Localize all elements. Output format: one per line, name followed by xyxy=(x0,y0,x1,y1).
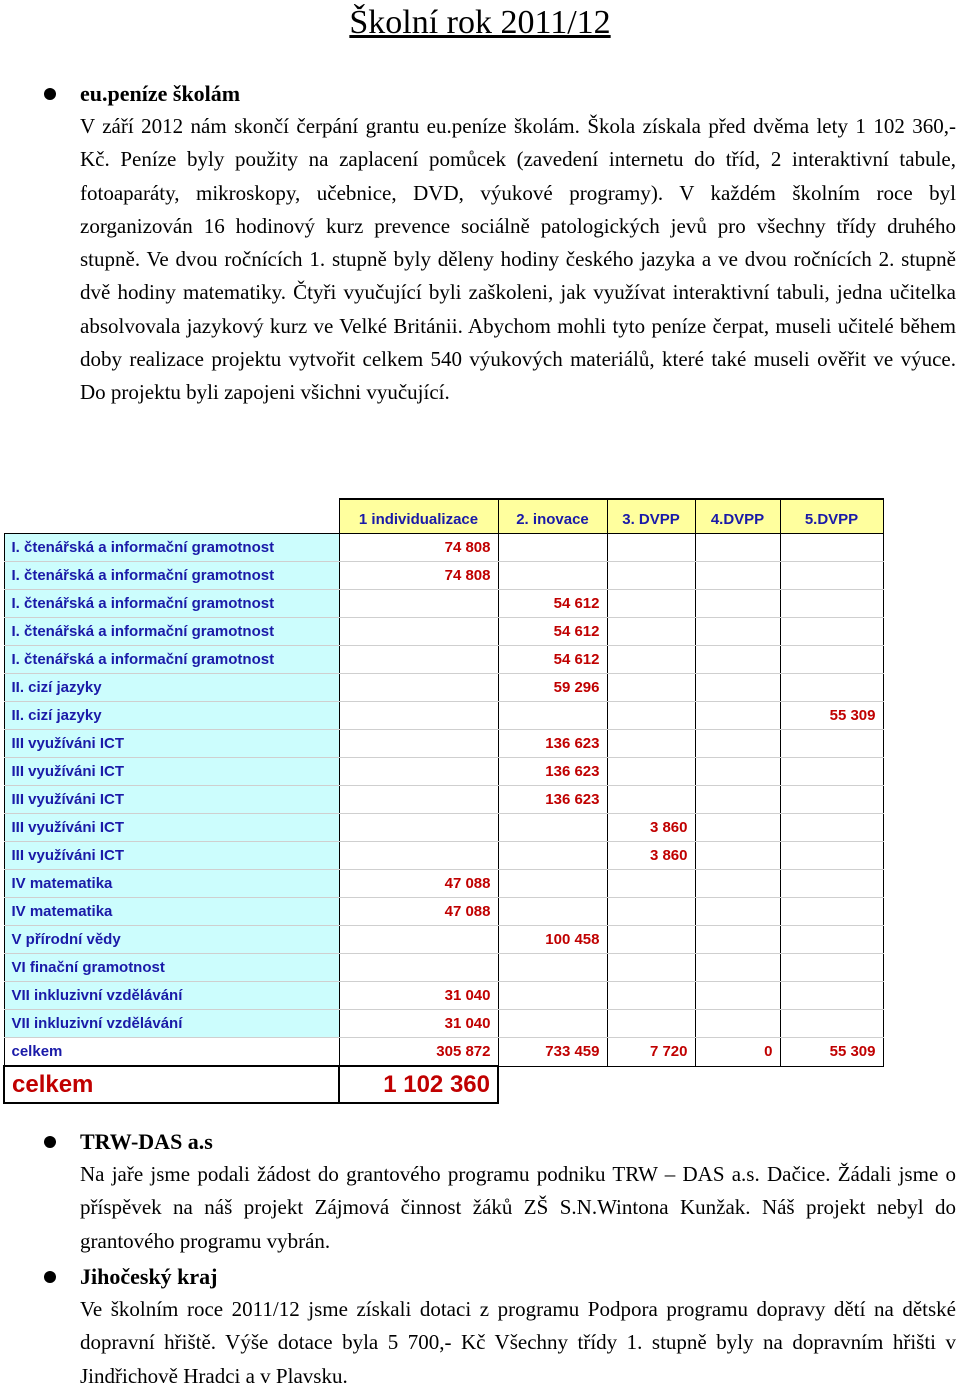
value-cell xyxy=(339,814,498,842)
value-cell xyxy=(607,1010,695,1038)
row-label: I. čtenářská a informační gramotnost xyxy=(4,618,339,646)
value-cell: 136 623 xyxy=(498,786,607,814)
value-cell xyxy=(607,646,695,674)
value-cell xyxy=(780,674,883,702)
value-cell: 100 458 xyxy=(498,926,607,954)
value-cell xyxy=(780,842,883,870)
grant-table xyxy=(3,498,884,1104)
value-cell xyxy=(607,954,695,982)
total-row xyxy=(4,1038,883,1067)
column-header: 5.DVPP xyxy=(780,499,883,534)
column-header: 4.DVPP xyxy=(695,499,780,534)
bullet-icon xyxy=(44,88,56,100)
value-cell xyxy=(339,590,498,618)
value-cell xyxy=(339,702,498,730)
value-cell xyxy=(695,758,780,786)
row-label: III využíváni ICT xyxy=(4,842,339,870)
value-cell xyxy=(695,562,780,590)
total-cell: 733 459 xyxy=(498,1038,607,1067)
value-cell xyxy=(695,646,780,674)
value-cell xyxy=(339,786,498,814)
row-label: I. čtenářská a informační gramotnost xyxy=(4,590,339,618)
total-cell: 7 720 xyxy=(607,1038,695,1067)
total-label: celkem xyxy=(4,1038,339,1067)
value-cell: 54 612 xyxy=(498,618,607,646)
value-cell: 74 808 xyxy=(339,562,498,590)
value-cell xyxy=(607,618,695,646)
value-cell xyxy=(695,898,780,926)
value-cell xyxy=(780,534,883,562)
value-cell xyxy=(780,590,883,618)
value-cell: 74 808 xyxy=(339,534,498,562)
value-cell xyxy=(339,618,498,646)
value-cell xyxy=(695,814,780,842)
empty-cell xyxy=(498,1066,607,1103)
value-cell xyxy=(339,730,498,758)
value-cell xyxy=(780,954,883,982)
table-row xyxy=(4,954,883,982)
section-jihocesky-kraj xyxy=(80,1260,956,1393)
bullet-icon xyxy=(44,1136,56,1148)
value-cell xyxy=(695,702,780,730)
value-cell: 3 860 xyxy=(607,814,695,842)
value-cell xyxy=(780,1010,883,1038)
value-cell xyxy=(780,758,883,786)
value-cell xyxy=(695,870,780,898)
value-cell: 54 612 xyxy=(498,590,607,618)
value-cell: 55 309 xyxy=(780,702,883,730)
value-cell xyxy=(339,954,498,982)
row-label: III využíváni ICT xyxy=(4,814,339,842)
row-label: III využíváni ICT xyxy=(4,786,339,814)
row-label: V přírodní vědy xyxy=(4,926,339,954)
section-heading: TRW-DAS a.s xyxy=(80,1129,213,1154)
section-text: V září 2012 nám skončí čerpání grantu eu.peníze školám. Škola získala před dvěma lety 1 102 360,- Kč. Peníze byly použity na zaplacení pomůcek (zavedení internetu do tříd, 2 interaktivní tabule, fotoaparáty, mikroskopy, učebnice, DVD, výukové programy). V každém školním roce byl zorganizován 16 hodinový kurz prevence sociálně patologických jevů pro všechny třídy druhého stupně. Ve dvou ročnících 1. stupně byly děleny hodiny českého jazyka a ve dvou ročnících 2. stupně dvě hodiny matematiky. Čtyři vyučující byli zaškoleni, jak využívat interaktivní tabuli, jedna učitelka absolvovala jazykový kurz ve Velké Británii. Abychom mohli tyto peníze čerpat, museli učitelé během doby realizace projektu vytvořit celkem 540 výukových materiálů, které také museli ověřit ve výuce. Do projektu byli zapojeni všichni vyučující. xyxy=(80,114,956,405)
table-row xyxy=(4,982,883,1010)
table-row xyxy=(4,730,883,758)
value-cell xyxy=(607,870,695,898)
value-cell xyxy=(607,758,695,786)
table-row xyxy=(4,870,883,898)
row-label: II. cizí jazyky xyxy=(4,702,339,730)
value-cell xyxy=(607,730,695,758)
value-cell xyxy=(607,898,695,926)
row-label: III využíváni ICT xyxy=(4,730,339,758)
table-header-row xyxy=(4,499,883,534)
value-cell xyxy=(780,898,883,926)
value-cell xyxy=(695,534,780,562)
value-cell xyxy=(695,1010,780,1038)
value-cell xyxy=(339,674,498,702)
value-cell xyxy=(780,618,883,646)
table-row xyxy=(4,674,883,702)
empty-cell xyxy=(695,1066,780,1103)
table-row xyxy=(4,702,883,730)
value-cell xyxy=(695,842,780,870)
table-row xyxy=(4,786,883,814)
table-row xyxy=(4,758,883,786)
value-cell: 47 088 xyxy=(339,898,498,926)
value-cell xyxy=(695,786,780,814)
table-row xyxy=(4,646,883,674)
value-cell xyxy=(498,702,607,730)
value-cell xyxy=(607,926,695,954)
empty-cell xyxy=(780,1066,883,1103)
value-cell: 31 040 xyxy=(339,1010,498,1038)
row-label: III využíváni ICT xyxy=(4,758,339,786)
section-heading: eu.peníze školám xyxy=(80,81,241,106)
value-cell: 54 612 xyxy=(498,646,607,674)
value-cell xyxy=(607,534,695,562)
value-cell xyxy=(780,926,883,954)
row-label: VII inkluzivní vzdělávání xyxy=(4,1010,339,1038)
value-cell xyxy=(498,562,607,590)
value-cell xyxy=(339,646,498,674)
value-cell xyxy=(498,842,607,870)
value-cell xyxy=(498,954,607,982)
value-cell xyxy=(695,618,780,646)
value-cell xyxy=(695,954,780,982)
table-row xyxy=(4,590,883,618)
column-header: 3. DVPP xyxy=(607,499,695,534)
row-label: IV matematika xyxy=(4,898,339,926)
table-row xyxy=(4,926,883,954)
table-header-corner xyxy=(4,499,339,534)
value-cell xyxy=(498,870,607,898)
value-cell xyxy=(607,562,695,590)
row-label: I. čtenářská a informační gramotnost xyxy=(4,646,339,674)
bullet-icon xyxy=(44,1271,56,1283)
table-row xyxy=(4,618,883,646)
value-cell xyxy=(339,758,498,786)
column-header: 2. inovace xyxy=(498,499,607,534)
value-cell xyxy=(695,982,780,1010)
table-row xyxy=(4,562,883,590)
value-cell xyxy=(498,1010,607,1038)
table-row xyxy=(4,814,883,842)
value-cell xyxy=(780,730,883,758)
grand-total-value: 1 102 360 xyxy=(339,1066,498,1103)
value-cell xyxy=(498,814,607,842)
value-cell xyxy=(339,926,498,954)
value-cell: 47 088 xyxy=(339,870,498,898)
total-cell: 0 xyxy=(695,1038,780,1067)
value-cell xyxy=(780,814,883,842)
value-cell xyxy=(780,870,883,898)
total-cell: 305 872 xyxy=(339,1038,498,1067)
value-cell xyxy=(695,590,780,618)
row-label: VI finační gramotnost xyxy=(4,954,339,982)
row-label: II. cizí jazyky xyxy=(4,674,339,702)
value-cell xyxy=(780,562,883,590)
grand-total-row xyxy=(4,1066,883,1103)
value-cell: 31 040 xyxy=(339,982,498,1010)
value-cell: 136 623 xyxy=(498,730,607,758)
value-cell xyxy=(607,590,695,618)
value-cell xyxy=(498,982,607,1010)
grand-total-label: celkem xyxy=(4,1066,339,1103)
section-heading: Jihočeský kraj xyxy=(80,1264,218,1289)
total-cell: 55 309 xyxy=(780,1038,883,1067)
section-eu-penize xyxy=(80,77,956,410)
table-row xyxy=(4,534,883,562)
row-label: VII inkluzivní vzdělávání xyxy=(4,982,339,1010)
section-text: Ve školním roce 2011/12 jsme získali dotaci z programu Podpora programu dopravy dětí na dětské dopravní hřiště. Výše dotace byla 5 700,- Kč Všechny třídy 1. stupně byly na dopravním hřišti v Jindřichově Hradci a v Plavsku. xyxy=(80,1297,956,1388)
column-header: 1 individualizace xyxy=(339,499,498,534)
row-label: IV matematika xyxy=(4,870,339,898)
value-cell xyxy=(498,534,607,562)
row-label: I. čtenářská a informační gramotnost xyxy=(4,534,339,562)
value-cell: 59 296 xyxy=(498,674,607,702)
value-cell xyxy=(339,842,498,870)
value-cell xyxy=(607,982,695,1010)
value-cell xyxy=(607,674,695,702)
page-title: Školní rok 2011/12 xyxy=(349,4,611,41)
value-cell xyxy=(780,982,883,1010)
value-cell xyxy=(695,926,780,954)
table-row xyxy=(4,898,883,926)
value-cell xyxy=(695,674,780,702)
value-cell xyxy=(780,786,883,814)
section-text: Na jaře jsme podali žádost do grantového programu podniku TRW – DAS a.s. Dačice. Žádali jsme o příspěvek na náš projekt Zájmová činnost žáků ZŠ S.N.Wintona Kunžak. Náš projekt nebyl do grantového programu vybrán. xyxy=(80,1162,956,1253)
value-cell: 136 623 xyxy=(498,758,607,786)
value-cell xyxy=(695,730,780,758)
table-row xyxy=(4,842,883,870)
value-cell xyxy=(498,898,607,926)
value-cell xyxy=(780,646,883,674)
empty-cell xyxy=(607,1066,695,1103)
table-row xyxy=(4,1010,883,1038)
value-cell xyxy=(607,786,695,814)
value-cell: 3 860 xyxy=(607,842,695,870)
row-label: I. čtenářská a informační gramotnost xyxy=(4,562,339,590)
section-trw-das xyxy=(80,1125,956,1258)
value-cell xyxy=(607,702,695,730)
